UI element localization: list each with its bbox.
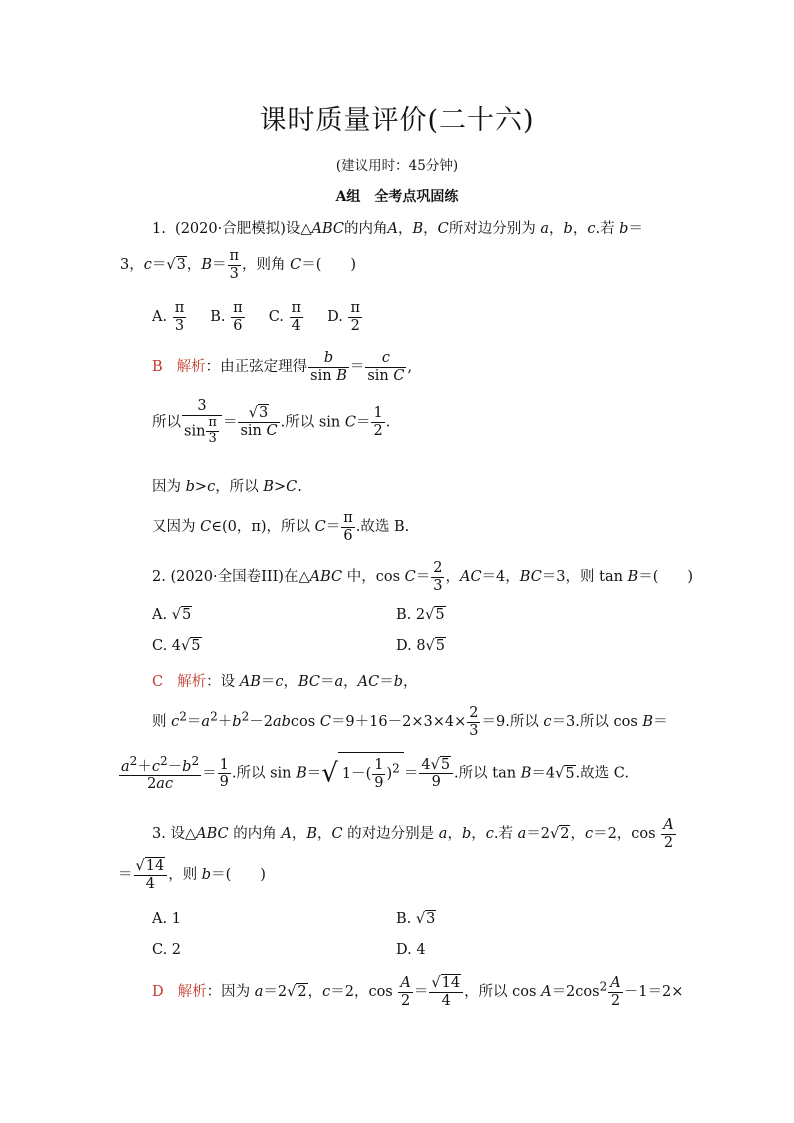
time-note: (建议用时：45分钟)	[335, 158, 459, 174]
q3-option-a: A. 1	[152, 911, 181, 927]
q1-options: A. $\frac{\pi}{3}$ B. $\frac{\pi}{6}$ C. $\frac{\pi}{4}$ D. $\frac{\pi}{2}$	[152, 300, 360, 334]
q1-answer: B	[152, 359, 163, 376]
q3-stem-line1: 3. 设△ABC 的内角 A，B，C 的对边分别是 a，b，c.若 a＝2√2，c＝2，cos $\frac{A}{2}$	[152, 817, 674, 851]
q2-option-d: D. 8√5	[396, 638, 446, 654]
q3-option-b: B. √3	[396, 911, 436, 927]
q1-analysis-line4: 又因为 C∈(0，π)，所以 C＝ $\frac{\pi}{6}$ .故选 B.	[152, 510, 410, 544]
q3-option-d: D. 4	[396, 942, 426, 958]
q2-analysis-line3: $\frac{a^2+c^2-b^2}{2ac}$ ＝ $\frac{1}{9}$ .所以 sin B＝√ 1－( $\frac{1}{9}$ )$^2$ ＝ $\frac{4√5}{9}$ .所以 tan B＝4√5.故选 C.	[118, 752, 629, 795]
q2-answer: C	[152, 674, 164, 690]
group-heading: A组 全考点巩固练	[335, 189, 459, 205]
q3-stem-line2: ＝ $\frac{√14}{4}$ ，则 b＝( )	[118, 858, 266, 892]
page-title: 课时质量评价(二十六)	[259, 105, 535, 136]
q3-analysis-line1: D 解析：因为 a＝2√2，c＝2，cos $\frac{A}{2}$ ＝ $\frac{√14}{4}$ ，所以 $\cos A=2\cos^2$ $\frac{A}{2}$ －1＝2×	[152, 975, 684, 1009]
q1-stem-line1: 1. (2020·合肥模拟)设△ABC的内角A，B，C所对边分别为 a，b，c.若 b＝	[152, 221, 643, 237]
q2-analysis-line2: 则 $c^2=a^2+b^2-2abcos$ C＝9＋16－2×3×4× $\frac{2}{3}$ ＝9.所以 c＝3.所以 cos B＝	[152, 705, 668, 739]
q1-analysis-line1: B 解析：由正弦定理得 $\frac{b}{\text{sin B}}$ ＝ $\frac{c}{\text{sin C}}$ ,	[152, 350, 413, 384]
q1-analysis-line3: 因为 b>c，所以 B>C.	[152, 479, 302, 495]
q1-stem-line2: 3，c＝√3，B＝ $\frac{\pi}{3}$ ，则角 C＝( )	[120, 248, 357, 282]
q2-option-b: B. 2√5	[396, 607, 445, 623]
q2-option-c: C. 4√5	[152, 638, 201, 654]
q2-stem: 2. (2020·全国卷III)在△ABC 中，cos C＝ $\frac{2}{3}$ ，AC＝4，BC＝3，则 tan B＝( )	[152, 560, 694, 594]
q3-option-c: C. 2	[152, 942, 182, 958]
q1-analysis-line2: 所以 3 sin $\frac{\pi}{3}$ ＝ $\frac{√3}{\text{sin C}}$ .所以 sin C＝ $\frac{1}{2}$ .	[152, 398, 391, 446]
q2-analysis-line1: C 解析：设 AB＝c，BC＝a，AC＝b，	[152, 674, 418, 690]
q2-option-a: A. √5	[152, 607, 192, 623]
q3-answer: D	[152, 984, 164, 1001]
